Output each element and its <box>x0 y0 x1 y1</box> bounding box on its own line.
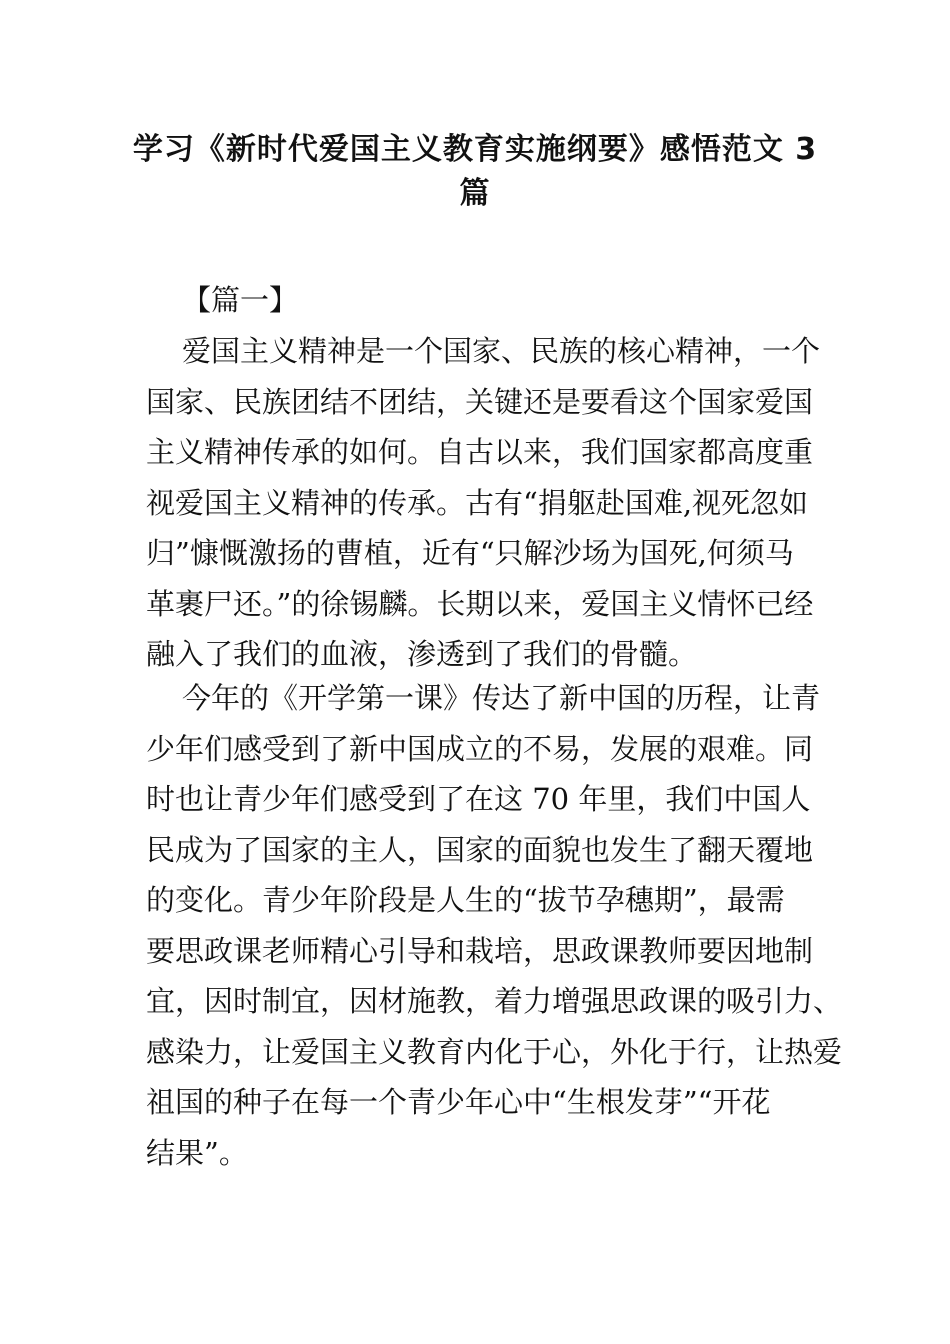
document-title <box>130 128 820 216</box>
paragraph-2 <box>146 673 843 1178</box>
title-line: 学习《新时代爱国主义教育实施纲要》感悟范文 3 <box>132 132 818 167</box>
text-line: 融入了我们的血液，渗透到了我们的骨髓。 <box>146 637 698 671</box>
text-line: 宜，因时制宜，因材施教，着力增强思政课的吸引力、 <box>146 984 843 1018</box>
text-line: 民成为了国家的主人，国家的面貌也发生了翻天覆地 <box>146 832 814 867</box>
text-line: 爱国主义精神是一个国家、民族的核心精神，一个 <box>182 334 821 368</box>
text-line: 祖国的种子在每一个青少年心中“生根发芽”“开花 <box>146 1085 771 1119</box>
text-line: 国家、民族团结不团结，关键还是要看这个国家爱国 <box>146 384 814 419</box>
text-line: 要思政课老师精心引导和栽培，思政课教师要因地制 <box>146 933 814 968</box>
text-line: 革裹尸还。”的徐锡麟。长期以来，爱国主义情怀已经 <box>146 586 814 621</box>
text-line: 时也让青少年们感受到了在这 70 年里，我们中国人 <box>146 782 811 816</box>
text-line: 视爱国主义精神的传承。古有“捐躯赴国难,视死忽如 <box>146 485 809 520</box>
text-line: 归”慷慨激扬的曹植，近有“只解沙场为国死,何须马 <box>146 536 794 570</box>
text-line: 主义精神传承的如何。自古以来，我们国家都高度重 <box>146 435 814 469</box>
section-heading: 【篇一】 <box>182 283 299 317</box>
text-line: 今年的《开学第一课》传达了新中国的历程，让青 <box>182 681 821 715</box>
text-line: 感染力，让爱国主义教育内化于心，外化于行，让热爱 <box>146 1034 843 1069</box>
title-line: 篇 <box>459 176 491 211</box>
text-line: 少年们感受到了新中国成立的不易，发展的艰难。同 <box>146 731 814 766</box>
text-line: 的变化。青少年阶段是人生的“拔节孕穗期”，最需 <box>146 883 785 917</box>
text-line: 结果”。 <box>146 1135 248 1170</box>
paragraph-1 <box>146 326 821 680</box>
